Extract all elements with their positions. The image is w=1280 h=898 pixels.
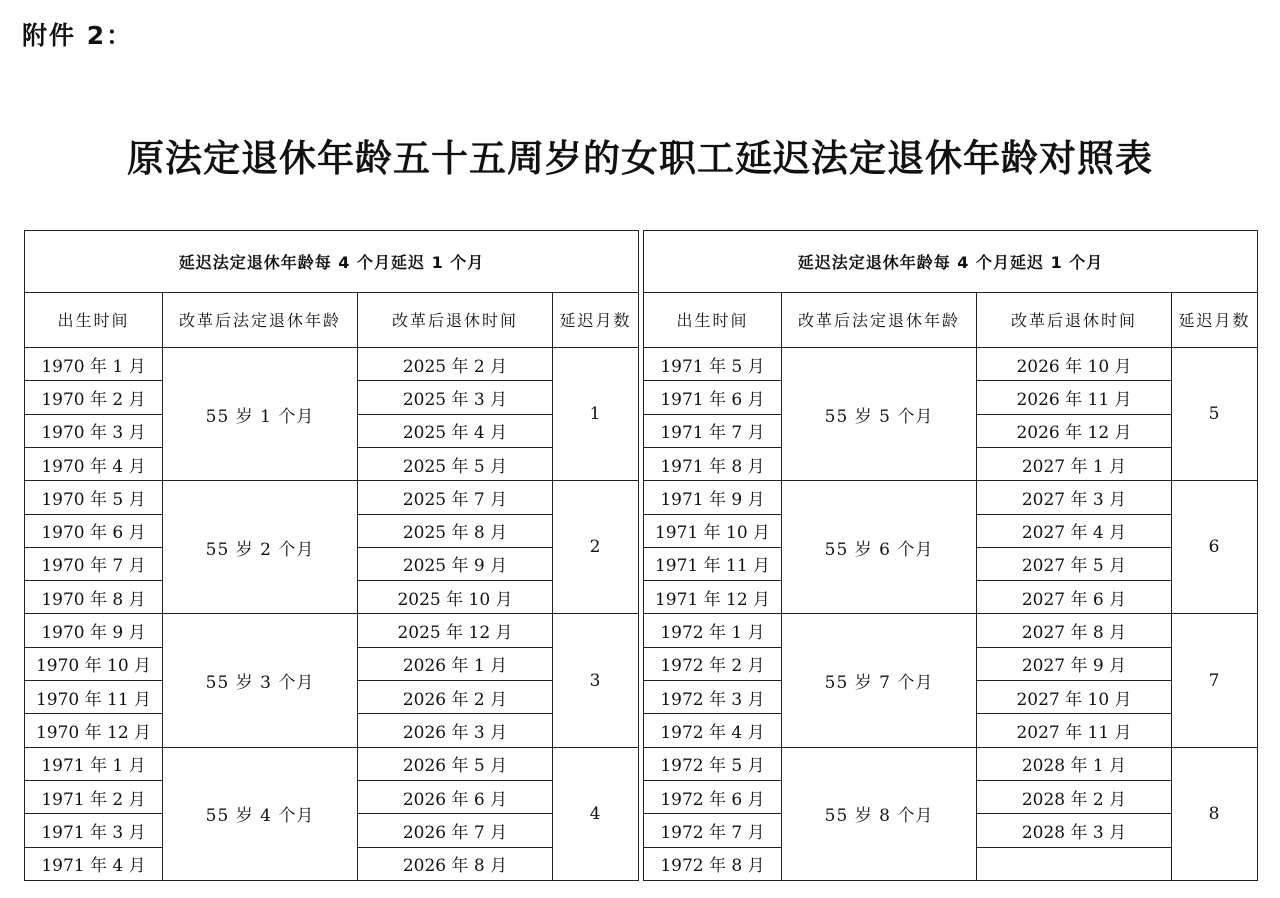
- birth-time-cell: 1970 年 6 月: [25, 514, 163, 547]
- right-panel-table: [643, 230, 1258, 881]
- table-row: [644, 747, 1258, 780]
- birth-time-cell: 1971 年 6 月: [644, 381, 782, 414]
- retirement-time-cell: 2025 年 2 月: [358, 348, 553, 381]
- retirement-time-cell: 2026 年 6 月: [358, 780, 553, 813]
- delay-months-cell: 6: [1172, 481, 1258, 614]
- table-row: [644, 348, 1258, 381]
- table-row: [25, 747, 639, 780]
- birth-time-cell: 1972 年 7 月: [644, 814, 782, 847]
- retirement-time-cell: 2028 年 3 月: [977, 814, 1172, 847]
- birth-time-cell: 1970 年 3 月: [25, 414, 163, 447]
- delay-months-cell: 8: [1172, 747, 1258, 880]
- retirement-time-cell: 2026 年 7 月: [358, 814, 553, 847]
- table-row: [25, 614, 639, 647]
- retirement-time-cell: 2026 年 10 月: [977, 348, 1172, 381]
- header-birth-time: 出生时间: [644, 292, 782, 348]
- attachment-label: 附件 2：: [22, 21, 134, 50]
- table-group-header: 延迟法定退休年龄每 4 个月延迟 1 个月: [644, 231, 1258, 293]
- birth-time-cell: 1971 年 8 月: [644, 447, 782, 480]
- birth-time-cell: 1971 年 2 月: [25, 780, 163, 813]
- retirement-time-cell: 2026 年 12 月: [977, 414, 1172, 447]
- table-row: [644, 481, 1258, 514]
- retirement-time-cell: 2028 年 2 月: [977, 780, 1172, 813]
- birth-time-cell: 1971 年 5 月: [644, 348, 782, 381]
- retirement-time-cell: 2027 年 3 月: [977, 481, 1172, 514]
- left-panel-table: [24, 230, 639, 881]
- birth-time-cell: 1970 年 7 月: [25, 547, 163, 580]
- birth-time-cell: 1970 年 12 月: [25, 714, 163, 747]
- retirement-time-cell: 2025 年 3 月: [358, 381, 553, 414]
- retirement-time-cell: 2027 年 8 月: [977, 614, 1172, 647]
- birth-time-cell: 1972 年 4 月: [644, 714, 782, 747]
- table-row: [25, 481, 639, 514]
- birth-time-cell: 1971 年 10 月: [644, 514, 782, 547]
- birth-time-cell: 1970 年 11 月: [25, 681, 163, 714]
- retirement-age-cell: 55 岁 2 个月: [163, 481, 358, 614]
- retirement-time-cell: 2027 年 10 月: [977, 681, 1172, 714]
- birth-time-cell: 1970 年 2 月: [25, 381, 163, 414]
- table-group-header: 延迟法定退休年龄每 4 个月延迟 1 个月: [25, 231, 639, 293]
- birth-time-cell: 1970 年 8 月: [25, 581, 163, 614]
- birth-time-cell: 1970 年 4 月: [25, 447, 163, 480]
- retirement-time-cell: 2026 年 3 月: [358, 714, 553, 747]
- birth-time-cell: 1970 年 5 月: [25, 481, 163, 514]
- delay-months-cell: 2: [553, 481, 639, 614]
- retirement-time-cell: 2027 年 11 月: [977, 714, 1172, 747]
- retirement-time-cell: 2027 年 9 月: [977, 647, 1172, 680]
- header-new-retirement-age: 改革后法定退休年龄: [782, 292, 977, 348]
- birth-time-cell: 1971 年 7 月: [644, 414, 782, 447]
- retirement-age-cell: 55 岁 7 个月: [782, 614, 977, 747]
- delay-months-cell: 4: [553, 747, 639, 880]
- retirement-time-cell: 2028 年 1 月: [977, 747, 1172, 780]
- retirement-age-cell: 55 岁 6 个月: [782, 481, 977, 614]
- retirement-time-cell: 2025 年 9 月: [358, 547, 553, 580]
- retirement-time-cell: 2026 年 2 月: [358, 681, 553, 714]
- birth-time-cell: 1971 年 11 月: [644, 547, 782, 580]
- birth-time-cell: 1971 年 1 月: [25, 747, 163, 780]
- table-row: [25, 348, 639, 381]
- delay-months-cell: 1: [553, 348, 639, 481]
- retirement-age-cell: 55 岁 4 个月: [163, 747, 358, 880]
- birth-time-cell: 1972 年 5 月: [644, 747, 782, 780]
- retirement-age-cell: 55 岁 1 个月: [163, 348, 358, 481]
- retirement-time-cell: 2026 年 11 月: [977, 381, 1172, 414]
- birth-time-cell: 1972 年 2 月: [644, 647, 782, 680]
- table-row: [644, 614, 1258, 647]
- retirement-age-cell: 55 岁 5 个月: [782, 348, 977, 481]
- birth-time-cell: 1971 年 4 月: [25, 847, 163, 880]
- header-new-retirement-time: 改革后退休时间: [977, 292, 1172, 348]
- retirement-time-cell: [977, 847, 1172, 880]
- birth-time-cell: 1972 年 8 月: [644, 847, 782, 880]
- retirement-time-cell: 2026 年 1 月: [358, 647, 553, 680]
- retirement-time-cell: 2027 年 6 月: [977, 581, 1172, 614]
- retirement-time-cell: 2025 年 10 月: [358, 581, 553, 614]
- retirement-time-cell: 2025 年 4 月: [358, 414, 553, 447]
- birth-time-cell: 1970 年 9 月: [25, 614, 163, 647]
- retirement-time-cell: 2026 年 5 月: [358, 747, 553, 780]
- comparison-table: [24, 230, 1258, 881]
- retirement-time-cell: 2025 年 5 月: [358, 447, 553, 480]
- retirement-time-cell: 2027 年 4 月: [977, 514, 1172, 547]
- birth-time-cell: 1970 年 10 月: [25, 647, 163, 680]
- birth-time-cell: 1972 年 3 月: [644, 681, 782, 714]
- birth-time-cell: 1972 年 6 月: [644, 780, 782, 813]
- retirement-time-cell: 2025 年 8 月: [358, 514, 553, 547]
- birth-time-cell: 1971 年 12 月: [644, 581, 782, 614]
- retirement-time-cell: 2025 年 7 月: [358, 481, 553, 514]
- retirement-time-cell: 2027 年 1 月: [977, 447, 1172, 480]
- birth-time-cell: 1971 年 9 月: [644, 481, 782, 514]
- header-new-retirement-age: 改革后法定退休年龄: [163, 292, 358, 348]
- retirement-time-cell: 2027 年 5 月: [977, 547, 1172, 580]
- delay-months-cell: 5: [1172, 348, 1258, 481]
- header-delay-months: 延迟月数: [553, 292, 639, 348]
- page-title: 原法定退休年龄五十五周岁的女职工延迟法定退休年龄对照表: [127, 137, 1153, 180]
- birth-time-cell: 1970 年 1 月: [25, 348, 163, 381]
- delay-months-cell: 3: [553, 614, 639, 747]
- retirement-time-cell: 2026 年 8 月: [358, 847, 553, 880]
- header-delay-months: 延迟月数: [1172, 292, 1258, 348]
- header-new-retirement-time: 改革后退休时间: [358, 292, 553, 348]
- birth-time-cell: 1971 年 3 月: [25, 814, 163, 847]
- retirement-time-cell: 2025 年 12 月: [358, 614, 553, 647]
- birth-time-cell: 1972 年 1 月: [644, 614, 782, 647]
- header-birth-time: 出生时间: [25, 292, 163, 348]
- delay-months-cell: 7: [1172, 614, 1258, 747]
- retirement-age-cell: 55 岁 3 个月: [163, 614, 358, 747]
- retirement-age-cell: 55 岁 8 个月: [782, 747, 977, 880]
